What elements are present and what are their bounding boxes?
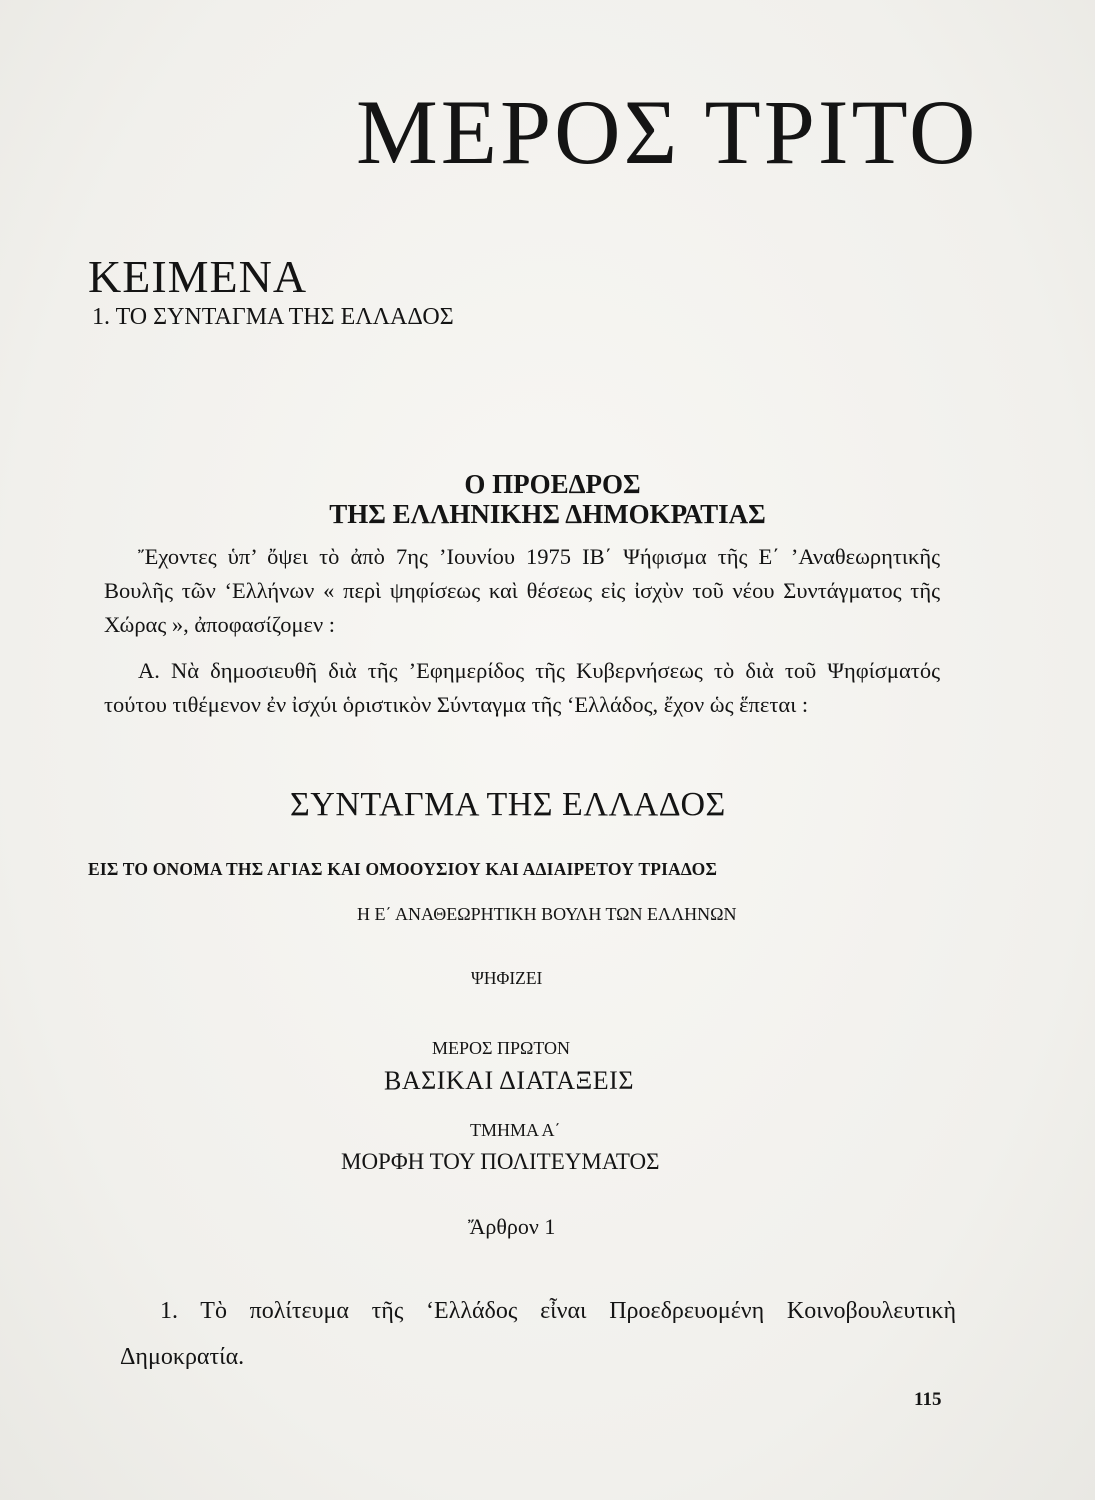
intro-paragraph: Ἔχοντες ὑπ’ ὄψει τὸ ἀπὸ 7ης ’Ιουνίου 1975 ΙΒ΄ Ψήφισμα τῆς Ε΄ ’Αναθεωρητικῆς Βουλῆς τῶν ‘Ελλήνων « περὶ ψηφίσεως καὶ θέσεως εἰς ἰσχὺν τοῦ νέου Συντάγματος τῆς Χώρας », ἀποφασίζομεν : [104, 544, 940, 637]
article-heading: Ἄρθρον 1 [468, 1214, 556, 1239]
votes-line: ΨΗΦΙΖΕΙ [471, 968, 543, 988]
president-title-line2: ΤΗΣ ΕΛΛΗΝΙΚΗΣ ΔΗΜΟΚΡΑΤΙΑΣ [329, 499, 766, 529]
basic-provisions-heading: ΒΑΣΙΚΑΙ ΔΙΑΤΑΞΕΙΣ [384, 1066, 634, 1095]
part-one-heading: ΜΕΡΟΣ ΠΡΩΤΟΝ [432, 1038, 571, 1058]
page-number: 115 [914, 1389, 942, 1410]
decree-paragraph: Α. Νὰ δημοσιευθῆ διὰ τῆς ’Εφημερίδος τῆς Κυβερνήσεως τὸ διὰ τοῦ Ψηφίσματός τούτου τιθέμενον ἐν ἰσχύι ὁριστικὸν Σύνταγμα τῆς ‘Ελλάδος, ἔχον ὡς ἕπεται : [104, 658, 940, 717]
part-title: ΜΕΡΟΣ ΤΡΙΤΟ [356, 81, 979, 183]
section-a-heading: ΤΜΗΜΑ Α΄ [470, 1120, 561, 1140]
president-title-line1: Ο ΠΡΟΕΔΡΟΣ [464, 469, 641, 499]
constitution-title: ΣΥΝΤΑΓΜΑ ΤΗΣ ΕΛΛΑΔΟΣ [290, 786, 726, 823]
parliament-line: Η Ε΄ ΑΝΑΘΕΩΡΗΤΙΚΗ ΒΟΥΛΗ ΤΩΝ ΕΛΛΗΝΩΝ [357, 904, 737, 924]
invocation-line: ΕΙΣ ΤΟ ΟΝΟΜΑ ΤΗΣ ΑΓΙΑΣ ΚΑΙ ΟΜΟΟΥΣΙΟΥ ΚΑΙ ΑΔΙΑΙΡΕΤΟΥ ΤΡΙΑΔΟΣ [88, 859, 718, 879]
heading-texts: ΚΕΙΜΕΝΑ [88, 251, 308, 302]
form-of-government-heading: ΜΟΡΦΗ ΤΟΥ ΠΟΛΙΤΕΥΜΑΤΟΣ [341, 1149, 660, 1174]
section-heading: 1. ΤΟ ΣΥΝΤΑΓΜΑ ΤΗΣ ΕΛΛΑΔΟΣ [92, 304, 454, 330]
article-paragraph: 1. Τὸ πολίτευμα τῆς ‘Ελλάδος εἶναι Προεδρευομένη Κοινοβουλευτικὴ Δημοκρατία. [120, 1298, 956, 1370]
